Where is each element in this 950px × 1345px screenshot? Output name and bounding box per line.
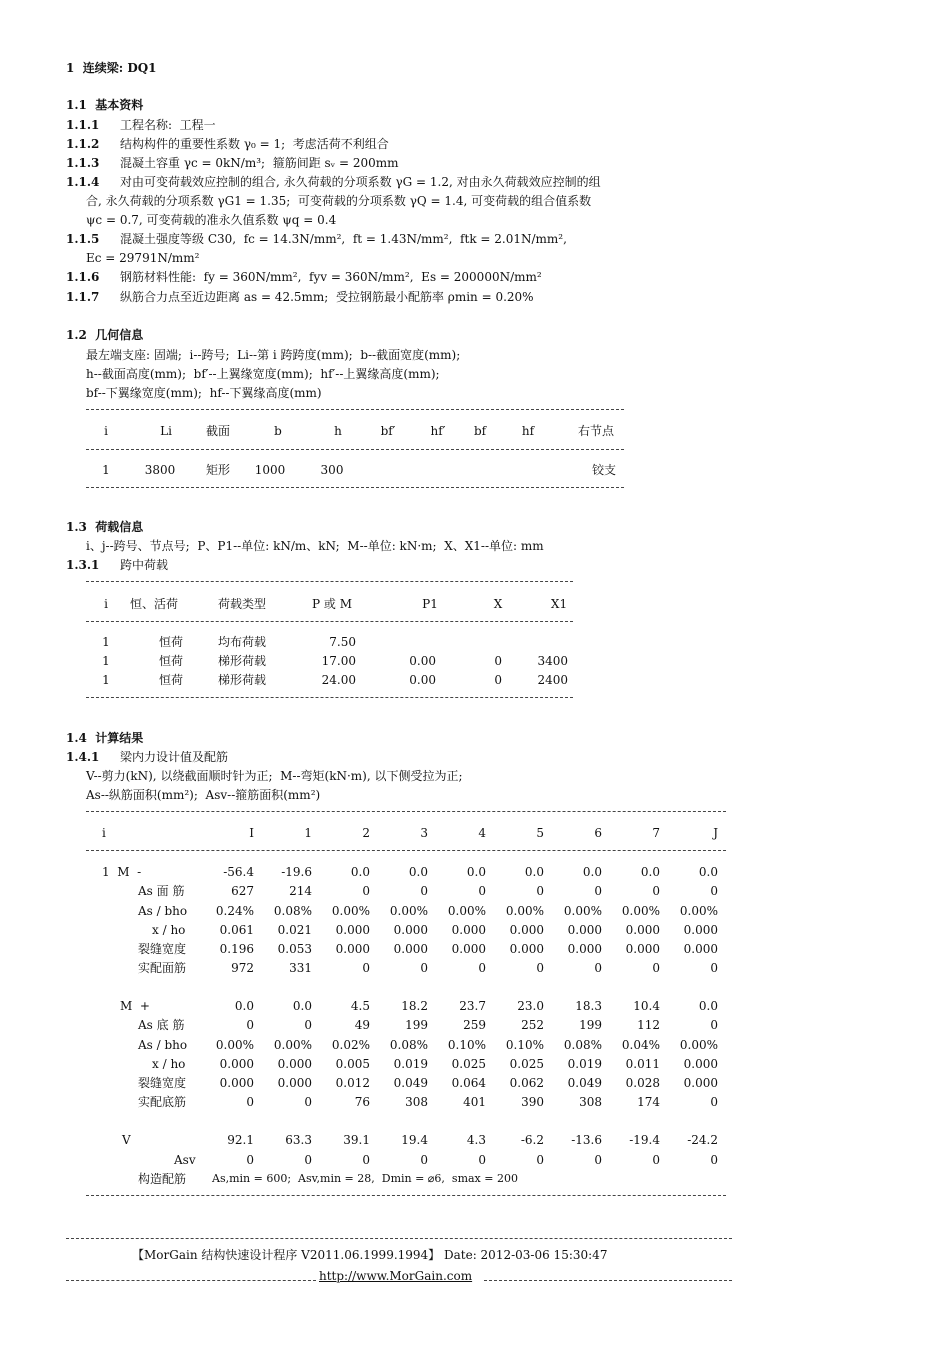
table-cell: 0 [362,961,370,975]
geometry-desc: bf--下翼缘宽度(mm); hf--下翼缘高度(mm) [86,386,322,400]
table-cell: 10.4 [633,999,660,1013]
row-label: As / bho [138,904,188,918]
row-label: 裂缝宽度 [138,942,187,956]
table-cell: -6.2 [520,1133,544,1147]
basic-info-item: 1.1.2 结构构件的重要性系数 γ₀ = 1; 考虑活荷不利组合 [66,137,389,151]
table-cell: 0.000 [509,942,544,956]
basic-info-item: 1.1.4 对由可变荷载效应控制的组合, 永久荷载的分项系数 γG = 1.2, 对由永久荷载效应控制的组 [66,175,601,189]
results-header-cell: I [249,826,254,840]
table-cell: 0.000 [393,923,428,937]
table-cell: 0 [594,961,602,975]
basic-info-item-cont: ψc = 0.7, 可变荷载的准永久值系数 ψq = 0.4 [86,213,337,227]
page-title: 1 连续梁: DQ1 [66,61,157,75]
basic-info-item: 1.1.6 钢筋材料性能: fy = 360N/mm², fyv = 360N/mm², Es = 200000N/mm² [66,270,542,284]
table-cell: 331 [289,961,312,975]
results-header-cell: 1 [304,826,312,840]
table-cell: 0.0 [698,999,718,1013]
table-cell: 214 [289,884,312,898]
table-cell: 0 [304,1018,312,1032]
table-cell: 0.028 [625,1076,660,1090]
table-cell: 0.196 [219,942,254,956]
table-cell: 0.049 [393,1076,428,1090]
divider [86,449,624,450]
table-cell: 0.08% [389,1038,428,1052]
table-cell: 0.00% [505,904,544,918]
table-cell: 23.0 [517,999,544,1013]
table-cell: 0.0 [292,999,312,1013]
table-cell: 0.24% [215,904,254,918]
table-cell: 0.000 [509,923,544,937]
table-cell: 0 [652,884,660,898]
table-cell: 390 [521,1095,544,1109]
table-cell: 0 [304,1095,312,1109]
table-cell: 0.011 [625,1057,660,1071]
table-cell: 63.3 [285,1133,312,1147]
basic-info-item: 1.1.5 混凝土强度等级 C30, fc = 14.3N/mm², ft = 1.43N/mm², ftk = 2.01N/mm², [66,232,567,246]
row-label: As 底 筋 [138,1018,185,1032]
table-cell: -13.6 [571,1133,602,1147]
table-cell: -24.2 [687,1133,718,1147]
table-cell: 4.3 [466,1133,486,1147]
table-cell: 18.2 [401,999,428,1013]
table-cell: 0 [362,884,370,898]
divider [86,811,726,812]
table-cell: 0.000 [683,942,718,956]
table-cell: 0 [478,1153,486,1167]
table-cell: 0.0 [408,865,428,879]
table-cell: 19.4 [401,1133,428,1147]
divider [86,581,573,582]
table-cell: 0.000 [277,1076,312,1090]
table-cell: 0.062 [509,1076,544,1090]
table-cell: 0.053 [277,942,312,956]
table-cell: 0.019 [393,1057,428,1071]
table-cell: 0.000 [683,1076,718,1090]
table-cell: 0 [536,1153,544,1167]
table-cell: -19.4 [629,1133,660,1147]
table-cell: 627 [231,884,254,898]
table-cell: 0 [420,884,428,898]
table-cell: 0 [710,1095,718,1109]
table-cell: 972 [231,961,254,975]
basic-info-item-cont: 合, 永久荷载的分项系数 γG1 = 1.35; 可变荷载的分项系数 γQ = 1.4, 可变荷载的组合值系数 [86,194,592,208]
table-cell: 23.7 [459,999,486,1013]
footer-program-info: 【MorGain 结构快速设计程序 V2011.06.1999.1994】 Date: 2012-03-06 15:30:47 [132,1248,608,1262]
table-cell: 0.04% [621,1038,660,1052]
table-cell: 0.02% [331,1038,370,1052]
table-cell: 0 [478,961,486,975]
table-cell: 0.000 [277,1057,312,1071]
row-label: V [122,1133,131,1147]
divider [86,487,624,488]
table-cell: 0 [594,1153,602,1167]
table-cell: 0.019 [567,1057,602,1071]
table-cell: 0.025 [509,1057,544,1071]
footer-divider [66,1238,732,1239]
results-desc: As--纵筋面积(mm²); Asv--箍筋面积(mm²) [86,788,321,802]
table-cell: 0 [420,961,428,975]
table-cell: 252 [521,1018,544,1032]
basic-info-item: 1.1.3 混凝土容重 γc = 0kN/m³; 箍筋间距 sᵥ = 200mm [66,156,399,170]
load-desc: i、j--跨号、节点号; P、P1--单位: kN/m、kN; M--单位: kN·m; X、X1--单位: mm [86,539,544,553]
table-cell: 0 [594,884,602,898]
table-cell: 0 [710,1153,718,1167]
table-cell: 0 [536,961,544,975]
table-cell: 0.10% [505,1038,544,1052]
table-cell: 0.00% [389,904,428,918]
table-cell: 0.061 [219,923,254,937]
row-label: x / ho [152,923,186,937]
table-cell: 0 [478,884,486,898]
basic-info-item: 1.1.7 纵筋合力点至近边距离 as = 42.5mm; 受拉钢筋最小配筋率 ρmin = 0.20% [66,290,534,304]
table-cell: 0.000 [219,1076,254,1090]
table-cell: 0.10% [447,1038,486,1052]
table-cell: -19.6 [281,865,312,879]
construct-label: 构造配筋 [138,1172,187,1186]
results-header-cell: 5 [536,826,544,840]
document-page: 1 连续梁: DQ1 1.1 基本资料 1.1.1 工程名称: 工程一 1.1.2 结构构件的重要性系数 γ₀ = 1; 考虑活荷不利组合 1.1.3 混凝土容重 γc = 0kN/m³; 箍筋间距 sᵥ = 200mm 1.1.4 对由可变荷载效应控制的组合, 永久荷载的分项系数 γG = 1.2, 对由永久荷载效应控制的组 合, 永久荷载的分项系数 γG1 = 1.35; 可变荷载的分项系数 γQ = 1.4, 可变荷载的组合值系数 ψc = 0.7, 可变荷载的准永久值系数 ψq = 0.4 1.1.5 混凝土强度等级 C30, fc = 14.3N/mm², ft = 1.43N/mm², ftk = 2.01N/mm², Ec = 29791N/mm² 1.1.6 钢筋材料性能: fy = 360N/mm², fyv = 360N/mm², Es = 200000N/mm² 1.1.7 纵筋合力点至近边距离 as = 42.5mm; 受拉钢筋最小配筋率 ρmin = 0.20% 1.2 几何信息 最左端支座: 固端; i--跨号; Li--第 i 跨跨度(mm); b--截面宽度(mm); h--截面高度(mm); bf′--上翼缘宽度(mm); hf′--上翼缘高度(mm); bf--下翼缘宽度(mm); hf--下翼缘高度(mm) i Li 截面 b h bf′ hf′ bf hf 右节点 1 3800 矩形 1000 300 铰支 1.3 荷载信息 i、j--跨号、节点号; P、P1--单位: kN/m、kN; M--单位: kN·m; X、X1--单位: mm 1.3.1 跨中荷载 i 恒、活荷 荷载类型 P 或 M P1 X X1 1 恒荷 均布荷载 7.50 1 恒荷 梯形荷载 17.00 0.00 0 3400 1 恒荷 梯形荷载 24.00 0.00 0 2400 1.4 计算结果 1.4.1 梁内力设计值及配筋 V--剪力(kN), 以绕截面顺时针为正; M--弯矩(kN·m), 以下侧受拉为正; As--纵筋面积(mm²); Asv--箍筋面积(mm²) i I 1 2 3 4 5 6 7 J 1 M - -56.4 -19.6 0.0 0.0 0.0 0.0 0.0 0.0 0.0 As 面 筋 627 214 0 0 0 0 0 0 0 As / bho 0.24% 0.08% 0.00% 0.00% 0.00% 0.00% 0.00% 0.00% 0.00% x / ho 0.061 0.021 0.000 0.000 0.000 0.000 0.000 0.000 0.000 裂缝宽度 0.196 0.053 0.000 0.000 0.000 0.000 0.000 0.000 0.000 实配面筋 972 331 0 0 0 0 0 0 0 M + 0.0 0.0 4.5 18.2 23.7 23.0 18.3 10.4 0.0 As 底 筋 0 0 49 199 259 252 199 112 0 As / bho 0.00% 0.00% 0.02% 0.08% 0.10% 0.10% 0.08% 0.04% 0.00% x / ho 0.000 0.000 0.005 0.019 0.025 0.025 0.019 0.011 0.000 裂缝宽度 0.000 0.000 0.012 0.049 0.064 0.062 0.049 0.028 0.000 实配底筋 0 0 76 308 401 390 308 174 0 V 92.1 63.3 39.1 19.4 4.3 -6.2 -13.6 -19.4 -24.2 Asv 0 0 0 0 0 0 0 0 0 构造配筋 As,min = 600; Asv,min = 28, Dmin = ⌀6, smax = 200 【MorGain 结构快速设计程序 V2011.06.1999.1994】 Date: 2012-03-06 15:30:47 http://www.MorGain.com [0,0,950,1345]
row-label: 实配面筋 [138,961,187,975]
footer-url-link[interactable]: http://www.MorGain.com [319,1269,473,1283]
table-cell: 0.064 [451,1076,486,1090]
table-cell: 0 [652,961,660,975]
table-cell: 0.000 [625,942,660,956]
table-cell: 0.025 [451,1057,486,1071]
table-cell: 0.0 [698,865,718,879]
table-cell: 199 [405,1018,428,1032]
table-cell: 0 [536,884,544,898]
table-cell: 0.0 [234,999,254,1013]
results-header-cell: J [713,826,718,840]
results-header-cell: 2 [362,826,370,840]
divider [86,850,726,851]
section-1-4-heading: 1.4 计算结果 [66,731,144,745]
table-cell: 174 [637,1095,660,1109]
row-label: As 面 筋 [138,884,185,898]
subsection-1-4-1: 1.4.1 梁内力设计值及配筋 [66,750,229,764]
table-cell: 0.000 [625,923,660,937]
table-cell: 0.000 [567,923,602,937]
results-header-cell: 3 [420,826,428,840]
table-cell: 0.000 [683,923,718,937]
divider [86,409,624,410]
table-cell: 49 [354,1018,370,1032]
table-cell: 199 [579,1018,602,1032]
table-cell: 0.021 [277,923,312,937]
section-1-2-heading: 1.2 几何信息 [66,328,144,342]
table-cell: 0 [246,1018,254,1032]
table-cell: 0.08% [563,1038,602,1052]
table-cell: 0 [652,1153,660,1167]
table-cell: 0 [710,1018,718,1032]
row-label: 裂缝宽度 [138,1076,187,1090]
footer-divider [66,1280,316,1281]
table-cell: 0.000 [335,923,370,937]
table-cell: 0.012 [335,1076,370,1090]
table-cell: 0.00% [273,1038,312,1052]
results-header-cell: 4 [478,826,486,840]
table-cell: 0.08% [273,904,312,918]
table-cell: 0.000 [451,923,486,937]
table-cell: 0 [304,1153,312,1167]
construct-values: As,min = 600; Asv,min = 28, Dmin = ⌀6, smax = 200 [212,1172,518,1185]
table-cell: 92.1 [227,1133,254,1147]
table-cell: 0.0 [640,865,660,879]
table-cell: 0 [246,1095,254,1109]
table-cell: 308 [579,1095,602,1109]
table-cell: 0 [246,1153,254,1167]
row-label: M + [120,999,150,1013]
table-cell: 0.000 [567,942,602,956]
subsection-1-3-1: 1.3.1 跨中荷载 [66,558,169,572]
table-cell: 401 [463,1095,486,1109]
table-cell: 0.00% [563,904,602,918]
table-cell: 0.00% [679,1038,718,1052]
table-cell: 0 [710,884,718,898]
row-label: x / ho [152,1057,186,1071]
table-cell: 39.1 [343,1133,370,1147]
table-cell: 0.049 [567,1076,602,1090]
basic-info-item: 1.1.1 工程名称: 工程一 [66,118,216,132]
table-cell: 0 [420,1153,428,1167]
row-label: 1 M - [102,865,142,879]
table-cell: 0.000 [683,1057,718,1071]
results-desc: V--剪力(kN), 以绕截面顺时针为正; M--弯矩(kN·m), 以下侧受拉为正; [86,769,463,783]
table-cell: 259 [463,1018,486,1032]
table-cell: 18.3 [575,999,602,1013]
table-cell: 0.0 [524,865,544,879]
section-1-3-heading: 1.3 荷载信息 [66,520,144,534]
results-header-cell: 7 [652,826,660,840]
table-cell: 0 [362,1153,370,1167]
table-cell: 0.00% [621,904,660,918]
table-cell: 4.5 [350,999,370,1013]
table-cell: 0.0 [350,865,370,879]
results-header-cell: 6 [594,826,602,840]
table-cell: 0.00% [331,904,370,918]
geometry-desc: h--截面高度(mm); bf′--上翼缘宽度(mm); hf′--上翼缘高度(mm); [86,367,440,381]
divider [86,697,573,698]
table-cell: 0.0 [582,865,602,879]
table-cell: 76 [354,1095,370,1109]
table-cell: 0.000 [335,942,370,956]
table-cell: 0.000 [451,942,486,956]
table-cell: 0.0 [466,865,486,879]
table-cell: 0.000 [393,942,428,956]
section-1-1-heading: 1.1 基本资料 [66,98,144,112]
basic-info-item-cont: Ec = 29791N/mm² [86,251,200,265]
table-cell: 0.00% [215,1038,254,1052]
divider [86,1195,726,1196]
row-label: 实配底筋 [138,1095,187,1109]
table-cell: 0.005 [335,1057,370,1071]
table-cell: 112 [637,1018,660,1032]
table-cell: 308 [405,1095,428,1109]
geometry-desc: 最左端支座: 固端; i--跨号; Li--第 i 跨跨度(mm); b--截面宽度(mm); [86,348,461,362]
footer-divider [484,1280,732,1281]
divider [86,621,573,622]
row-label: Asv [174,1153,196,1167]
table-cell: -56.4 [223,865,254,879]
table-cell: 0 [710,961,718,975]
table-cell: 0.000 [219,1057,254,1071]
row-label: As / bho [138,1038,188,1052]
table-cell: 0.00% [679,904,718,918]
table-cell: 0.00% [447,904,486,918]
